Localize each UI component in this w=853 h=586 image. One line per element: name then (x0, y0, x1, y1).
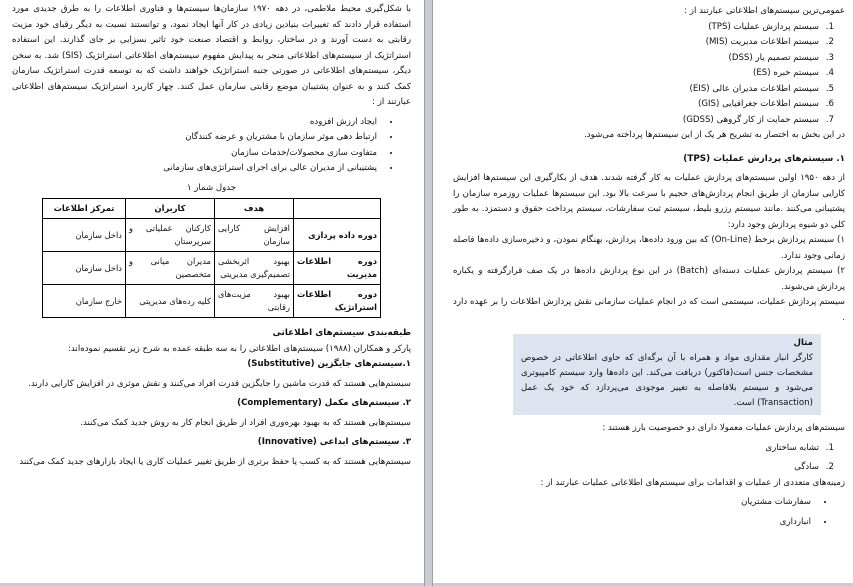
processing-summary: سیستم پردازش عملیات، سیستمی است که در انجام عملیات سازمانی نقش پردازش اطلاعات را بر عهده دارد . (453, 297, 845, 323)
table-cell: بهبود اثربخشی تصمیم‌گیری مدیریتی (215, 252, 294, 285)
table-caption: جدول شمار ۱ (186, 182, 237, 193)
table-cell: دوره اطلاعات استراتژیک (294, 285, 381, 318)
list-item: • متفاوت سازی محصولات/خدمات سازمان (12, 146, 381, 162)
class-title: ۲. سیستم‌های مکمل (Complementary) (237, 398, 411, 408)
class-title: ۳. سیستم‌های ابداعی (Innovative) (257, 437, 411, 447)
class-description: سیستم‌هایی هستند که به کسب یا حفظ برتری از طریق تغییر عملیات کاری یا ایجاد بازارهای جدید کمک می‌کنند (19, 456, 411, 467)
strategic-uses-list (12, 115, 411, 177)
list-item: 6. سیستم اطلاعات جغرافیایی (GIS) (453, 97, 823, 113)
table-cell: کلیه رده‌های مدیریتی (126, 285, 215, 318)
list-item: 2. سیستم اطلاعات مدیریت (MIS) (453, 35, 823, 51)
table-row (43, 252, 381, 285)
list-item: 1. تشابه ساختاری (453, 441, 823, 457)
class-description: سیستم‌هایی هستند که قدرت ماشین را جایگزین قدرت افراد می‌کنند و نقش موثری در افزایش کارایی دارند. (28, 378, 411, 389)
types-intro: عمومی‌ترین سیستم‌های اطلاعاتی عبارتند از : (684, 6, 845, 16)
table-cell: داخل سازمان (43, 252, 126, 285)
list-item: 5. سیستم اطلاعات مدیران عالی (EIS) (453, 82, 823, 98)
table-cell: خارج سازمان (43, 285, 126, 318)
list-item: 1. سیستم پردازش عملیات (TPS) (453, 20, 823, 36)
list-item: • ارتباط دهی موثر سازمان با مشتریان و عرضه کنندگان (12, 130, 381, 146)
table-cell: بهبود مزیت‌های رقابتی (215, 285, 294, 318)
list-item: 2. سادگی (453, 460, 823, 476)
table-header-cell: هدف (215, 199, 294, 219)
table-header-cell (294, 199, 381, 219)
table-header-row (43, 199, 381, 219)
areas-intro: زمینه‌های متعددی از عملیات و اقدامات برای سیستم‌های اطلاعاتی عملیات عبارتند از : (540, 477, 845, 488)
areas-list (453, 495, 845, 530)
system-types-list (453, 20, 845, 129)
example-title: مثال (793, 338, 813, 348)
classification-title: طبقه‌بندی سیستم‌های اطلاعاتی (272, 328, 411, 338)
document-page-right (432, 0, 853, 586)
example-text: کارگر انبار مقداری مواد و همراه با آن برگه‌ای که حاوی اطلاعاتی در خصوص مشخصات جنس است(فاکتور) دریافت می‌کند. این داده‌ها وارد سیستم کامپیوتری می‌شود و سیستم بلافاصله به تغییر موجودی می‌پردازد که خود یک عمل (Transaction) است. (521, 353, 813, 408)
page-right-content (453, 4, 845, 530)
processing-mode-online: ۱) سیستم پردازش برخط (On-Line) که بین ورود داده‌ها، پردازش، بهنگام نمودن، و ذخیره‌سازی داده‌ها فاصله زمانی وجود ندارد. (453, 235, 846, 261)
table-cell: دوره اطلاعات مدیریت (294, 252, 381, 285)
table-header-cell: تمرکز اطلاعات (43, 199, 126, 219)
tps-title: ۱. سیستم‌های پردازش عملیات (TPS) (683, 153, 845, 164)
list-item: • سفارشات مشتریان (453, 495, 815, 511)
document-page-left (0, 0, 425, 586)
list-item: 3. سیستم تصمیم یار (DSS) (453, 51, 823, 67)
table-cell: افزایش کارایی سازمان (215, 219, 294, 252)
table-cell: کارکنان عملیاتی و سرپرستان (126, 219, 215, 252)
info-eras-table (42, 198, 381, 318)
table-header-cell: کاربران (126, 199, 215, 219)
types-outro: در این بخش به اختصار به تشریح هر یک از این سیستم‌ها پرداخته می‌شود. (584, 130, 845, 140)
list-item: • ایجاد ارزش افزوده (12, 115, 381, 131)
intro-paragraph: با شکل‌گیری محیط ملاطمی، در دهه ۱۹۷۰ سازمان‌ها سیستم‌ها و فناوری اطلاعات را به طرق جدیدی مورد استفاده قرار دادند که تغییرات بنیادین زیادی در کار آنها ایجاد نمود، و توانستند نسبت به دیگر رقبای خود مزیت رقابتی به دست آورند و در ساختار، روابط و اقتصاد صنعت خود تاثیر بسزایی بر جای گذارند. این استفاده استراتژیک از سیستم‌های اطلاعاتی منجر به پیدایش مفهوم سیستم‌های اطلاعاتی استراتژیک (SIS) شد. به سخن دیگر، سیستم‌های اطلاعاتی در صورتی جنبه استراتژیک خواهند داشت که به توسعه قدرت استراتژیک سازمان کمک کنند و به عنوان پشتیبان موضع رقابتی سازمان عمل کنند. چهار کاربرد استراتژیک سیستم‌های اطلاعاتی عبارتند از : (12, 4, 412, 107)
list-item: 7. سیستم حمایت از کار گروهی (GDSS) (453, 113, 823, 129)
example-box (513, 334, 821, 415)
list-item: • انبارداری (453, 515, 815, 531)
classification-intro: پارکر و همکاران (۱۹۸۸) سیستم‌های اطلاعاتی را به سه طبقه عمده به شرح زیر تقسیم نموده‌اند: (68, 343, 411, 354)
list-item: 4. سیستم خبره (ES) (453, 66, 823, 82)
table-cell: دوره داده پردازی (294, 219, 381, 252)
processing-mode-batch: ۲) سیستم پردازش عملیات دسته‌ای (Batch) در این نوع پردازش داده‌ها در یک صف قرارگرفته و یکباره پردازش می‌شوند. (453, 266, 845, 292)
class-description: سیستم‌هایی هستند که به بهبود بهره‌وری افراد از طریق انجام کار به روش جدید کمک می‌کنند. (80, 417, 411, 428)
table-cell: مدیران میانی و متخصصین (126, 252, 215, 285)
page-left-content (12, 2, 411, 470)
features-list (453, 441, 845, 476)
table-cell: داخل سازمان (43, 219, 126, 252)
table-row (43, 219, 381, 252)
features-intro: سیستم‌های پردازش عملیات معمولا دارای دو خصوصیت بارز هستند : (602, 423, 845, 433)
list-item: • پشتیبانی از مدیران عالی برای اجرای استراتژی‌های سازمانی (12, 161, 381, 177)
tps-paragraph: از دهه ۱۹۵۰ اولین سیستم‌های پردازش عملیات به کار گرفته شدند. هدف از بکارگیری این سیستم‌ها افزایش کارایی سازمان از طریق انجام پردازش‌های حجیم با سرعت بالا بود. این سیستم‌ها عملیات روزمره سازمان را پشتیبانی می‌کنند .مانند سیستم رزرو بلیط، سیستم ثبت سفارشات، سیستم پرداخت حقوق و دستمزد. به طور کلی دو شیوه پردازش وجود دارد: (453, 173, 846, 230)
class-title: ۱.سیستم‌های جایگزین (Substitutive) (247, 359, 411, 369)
table-row (43, 285, 381, 318)
